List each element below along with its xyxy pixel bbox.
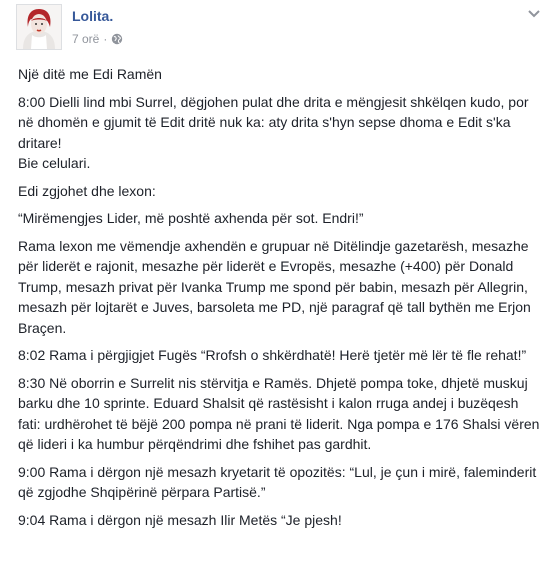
post-header (16, 4, 546, 54)
separator-dot: · (103, 32, 108, 46)
post-paragraph: Rama lexon me vëmendje axhendën e grupuar në Ditëlindje gazetarësh, mesazhe për liderët e rajonit, mesazhe për liderët e Evropës, mesazhe (+400) për Donald Trump, mesazh privat për Ivanka Trump me spond për babin, mesazh për Allegrin, mesazh për lojtarët e Juves, barsoleta me PD, një paragraf që tall bythën me Erjon Braçen. (18, 237, 531, 336)
avatar-portrait (17, 5, 61, 49)
post-meta (72, 32, 123, 46)
post-paragraph: Bie celulari. (18, 155, 91, 171)
post-paragraph: 9:00 Rama i dërgon një mesazh kryetarit të opozitës: “Lul, je çun i mirë, faleminderit që zgjodhe Shqipërinë përpara Partisë.” (18, 463, 537, 500)
post-paragraph: Edi zgjohet dhe lexon: (18, 182, 156, 199)
author-name[interactable]: Lolita. (72, 8, 114, 24)
post-paragraph: 9:04 Rama i dërgon një mesazh Ilir Metës “Je pjesh! (18, 511, 342, 528)
post-paragraph: Një ditë me Edi Ramën (18, 66, 162, 82)
post-options-button[interactable] (522, 4, 546, 24)
post-text (18, 64, 543, 537)
chevron-down-icon (528, 10, 540, 18)
post-paragraph: “Mirëmengjes Lider, më poshtë axhenda për sot. Endri!” (18, 210, 364, 226)
post-paragraph: 8:30 Në oborrin e Surrelit nis stërvitja e Ramës. Dhjetë pompa toke, dhjetë muskuj barku dhe 10 sprinte. Eduard Shalsit që rastësisht i kalon rruga andej i buzëqesh fati: urdhërohet të bëjë 200 pompa në prani të liderit. Nga pompa e 176 Shalsi vëren që lideri i ka humbur përqëndrimi dhe fshihet pas gardhit. (18, 374, 540, 452)
post-paragraph: 8:00 Dielli lind mbi Surrel, dëgjohen pulat dhe drita e mëngjesit shkëlqen kudo, por në dhomën e gjumit të Edit dritë nuk ka: aty drita s'hyn sepse dhoma e Edit s'ka dritare! (18, 93, 529, 151)
author-avatar[interactable] (16, 4, 62, 50)
post-time[interactable]: 7 orë (72, 32, 100, 46)
post-paragraph: 8:02 Rama i përgjigjet Fugës “Rrofsh o shkërdhatë! Herë tjetër më lër të fle rehat!” (18, 347, 527, 363)
globe-icon[interactable] (111, 33, 123, 45)
